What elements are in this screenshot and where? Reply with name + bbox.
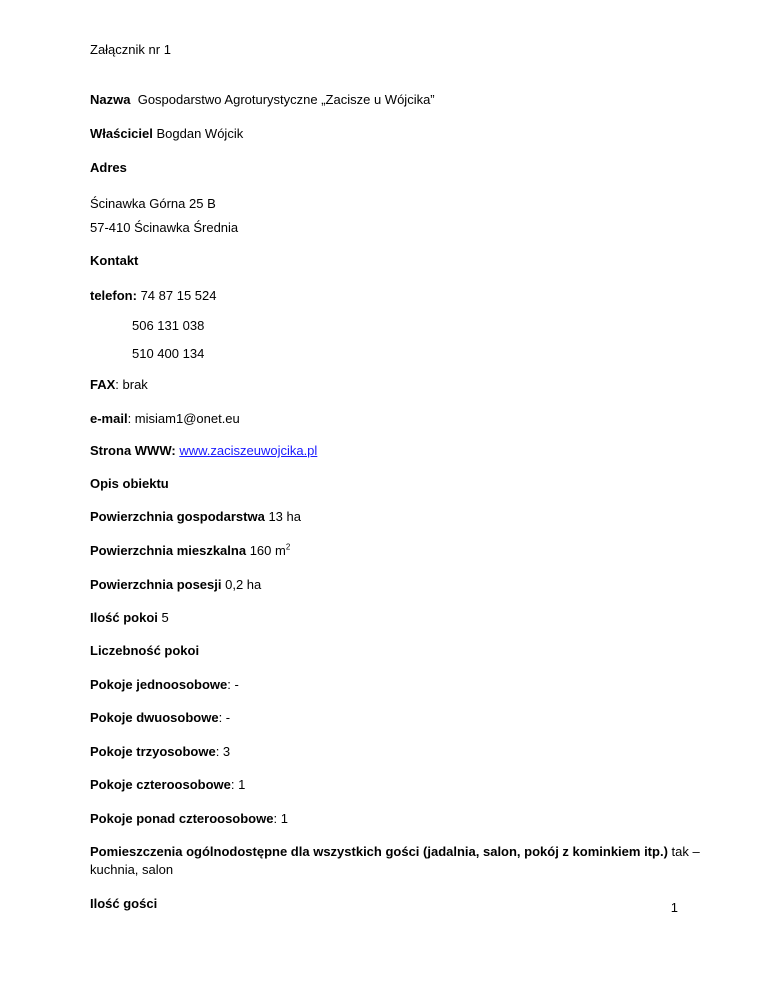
rooms-heading-text: Liczebność pokoi (90, 643, 200, 658)
fax-label: FAX (90, 377, 116, 392)
phone-row (90, 288, 216, 304)
www-link[interactable]: www.zaciszeuwojcika.pl (179, 443, 318, 458)
living-area-row (90, 543, 290, 559)
single-rooms-row (90, 677, 239, 693)
address-heading-text: Adres (90, 160, 127, 175)
more-rooms-value: : 1 (273, 811, 288, 826)
more-rooms-row (90, 811, 288, 827)
triple-rooms-value: : 3 (215, 744, 231, 759)
farm-area-label: Powierzchnia gospodarstwa (90, 509, 265, 524)
double-rooms-row (90, 710, 230, 726)
address-line2: 57-410 Ścinawka Średnia (90, 220, 239, 235)
common-areas-row (90, 844, 700, 860)
rooms-heading (90, 643, 199, 659)
fax-value: : brak (115, 377, 148, 392)
rooms-count-value: 5 (161, 610, 169, 625)
common-areas-value-1: tak – (671, 844, 700, 859)
address-line1: Ścinawka Górna 25 B (90, 196, 216, 211)
single-rooms-value: : - (227, 677, 239, 692)
contact-heading (90, 253, 138, 269)
email-row (90, 411, 240, 427)
name-value: Gospodarstwo Agroturystyczne „Zacisze u Wójcika” (137, 92, 435, 107)
rooms-count-row (90, 610, 169, 626)
phone-label: telefon: (90, 288, 137, 303)
fax-row (90, 377, 148, 393)
property-area-value: 0,2 ha (225, 577, 262, 592)
owner-label: Właściciel (90, 126, 153, 141)
www-row (90, 443, 317, 459)
property-area-row (90, 577, 261, 593)
description-heading-text: Opis obiektu (90, 476, 169, 491)
common-areas-value-2: kuchnia, salon (90, 862, 174, 877)
phone-2: 506 131 038 (132, 318, 205, 333)
quad-rooms-label: Pokoje czteroosobowe (90, 777, 231, 792)
guests-heading-text: Ilość gości (90, 896, 158, 911)
common-areas-label: Pomieszczenia ogólnodostępne dla wszystkich gości (jadalnia, salon, pokój z kominkiem itp.) (90, 844, 668, 859)
living-area-label: Powierzchnia mieszkalna (90, 543, 247, 558)
contact-heading-text: Kontakt (90, 253, 139, 268)
quad-rooms-value: : 1 (230, 777, 246, 792)
more-rooms-label: Pokoje ponad czteroosobowe (90, 811, 274, 826)
rooms-count-label: Ilość pokoi (90, 610, 158, 625)
page-number: 1 (670, 900, 678, 915)
phone-3: 510 400 134 (132, 346, 205, 361)
living-area-unit-sup: 2 (285, 542, 291, 552)
www-label: Strona WWW: (90, 443, 176, 458)
owner-value: Bogdan Wójcik (156, 126, 244, 141)
single-rooms-label: Pokoje jednoosobowe (90, 677, 228, 692)
annex-label: Załącznik nr 1 (90, 42, 171, 57)
quad-rooms-row (90, 777, 245, 793)
email-value: : misiam1@onet.eu (127, 411, 240, 426)
double-rooms-label: Pokoje dwuosobowe (90, 710, 219, 725)
guests-heading (90, 896, 157, 912)
address-heading (90, 160, 127, 176)
triple-rooms-row (90, 744, 230, 760)
name-label: Nazwa (90, 92, 131, 107)
description-heading (90, 476, 169, 492)
name-row (90, 92, 435, 108)
farm-area-row (90, 509, 301, 525)
property-area-label: Powierzchnia posesji (90, 577, 222, 592)
living-area-value: 160 m (249, 543, 286, 558)
owner-row (90, 126, 243, 142)
phone-1: 74 87 15 524 (140, 288, 217, 303)
farm-area-value: 13 ha (268, 509, 301, 524)
triple-rooms-label: Pokoje trzyosobowe (90, 744, 216, 759)
double-rooms-value: : - (218, 710, 231, 725)
email-label: e-mail (90, 411, 128, 426)
